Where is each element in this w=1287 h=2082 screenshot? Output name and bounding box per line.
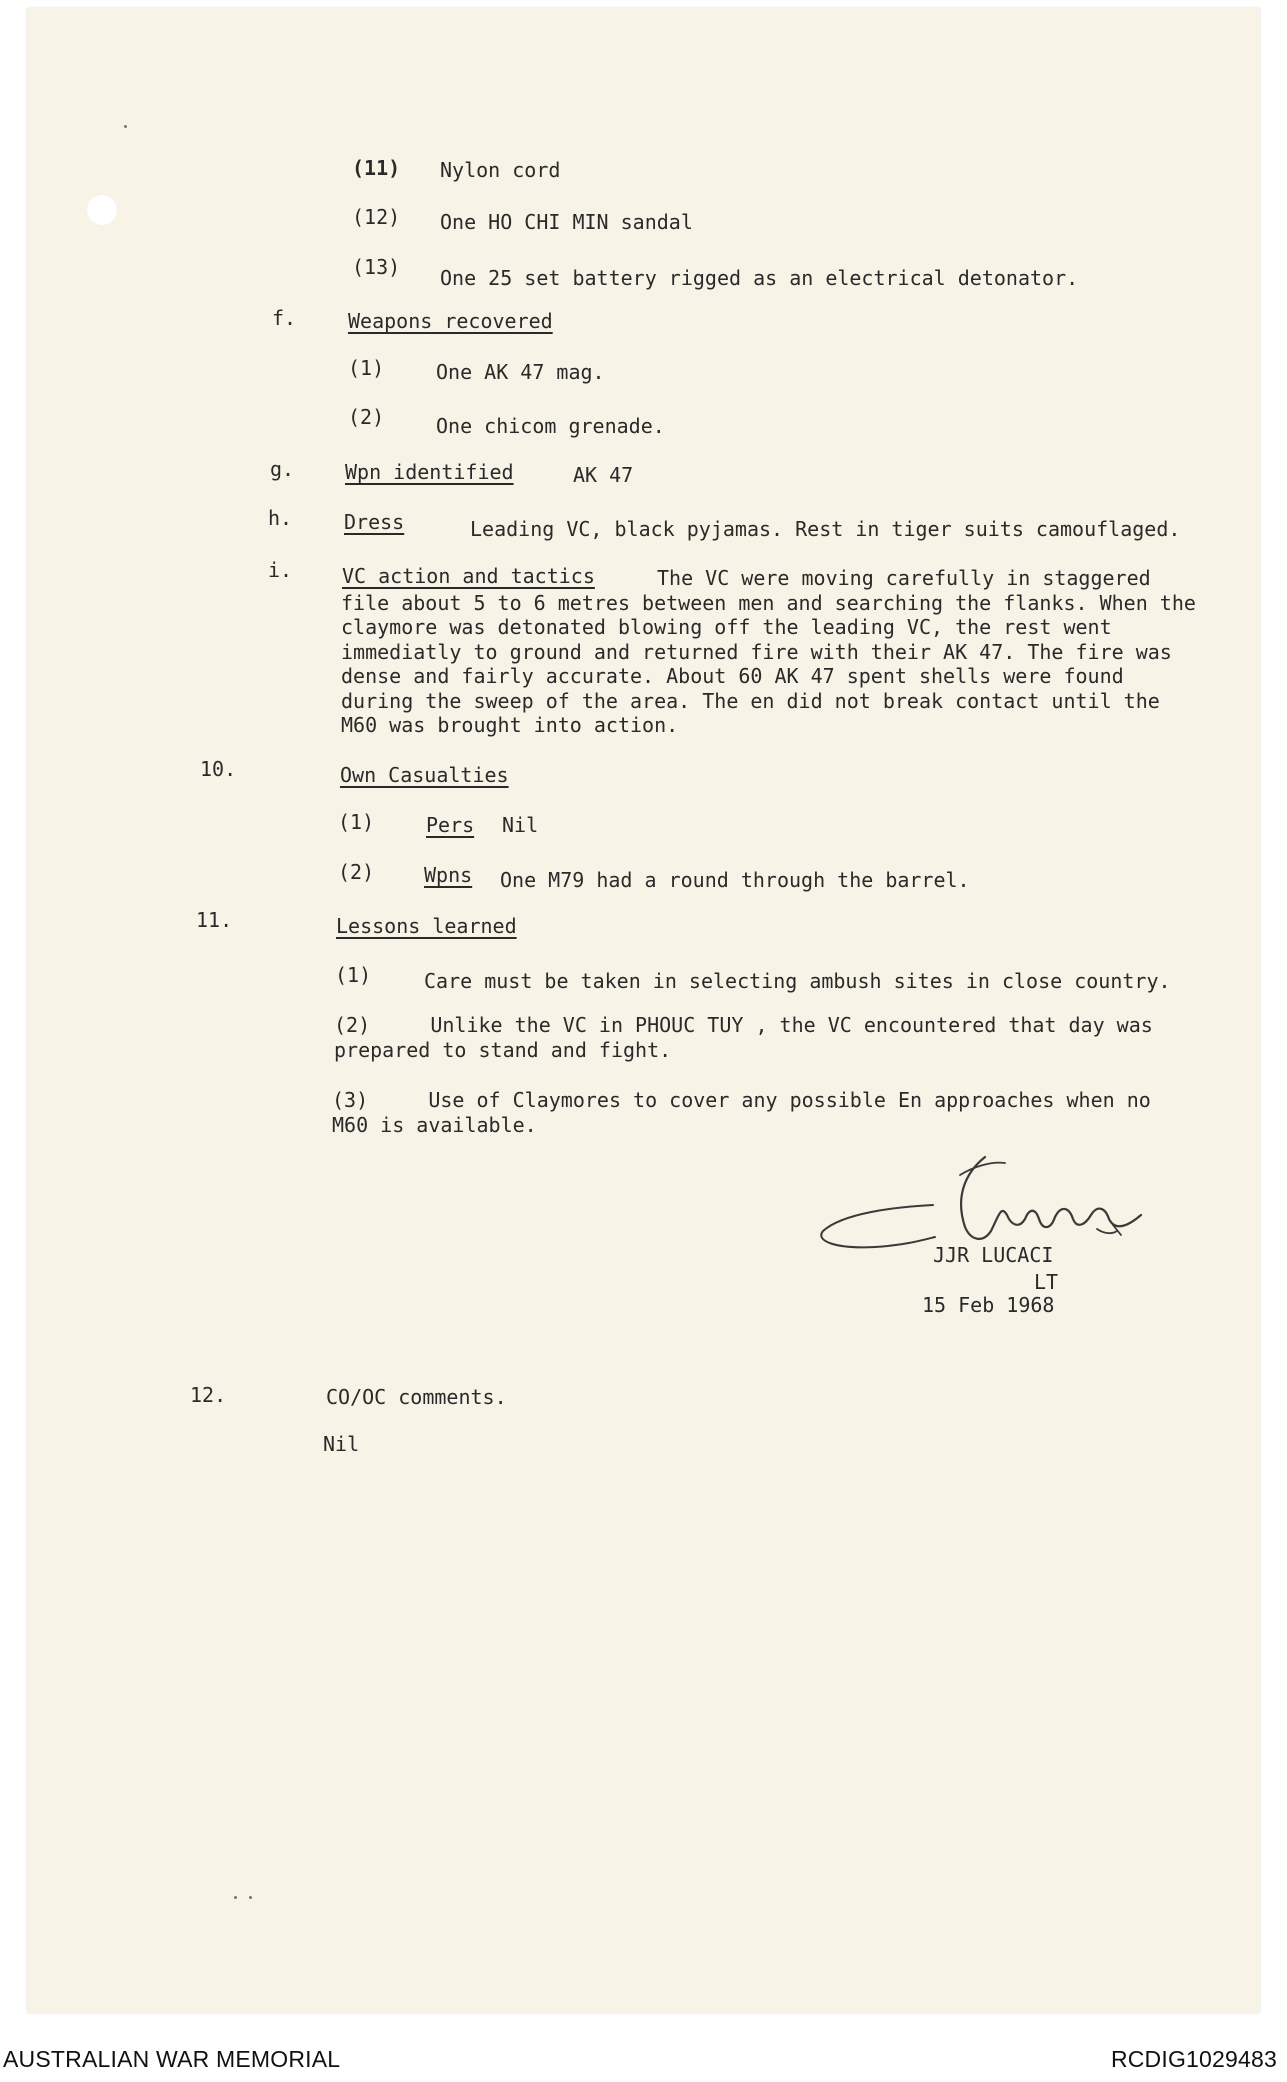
f1-text: One AK 47 mag. [436,360,605,384]
section-11-heading: Lessons learned [336,914,517,938]
s10-2-text: One M79 had a round through the barrel. [500,868,970,892]
signature-name: JJR LUCACI [933,1243,1054,1267]
section-11-number: 11. [196,908,233,932]
footer-archive-name: AUSTRALIAN WAR MEMORIAL [3,2046,341,2072]
s10-2-number: (2) [338,860,375,884]
s11-1-text: Care must be taken in selecting ambush sites in close country. [424,969,1171,993]
punch-hole [87,195,117,225]
section-g-text: AK 47 [573,463,634,487]
section-10-number: 10. [200,757,237,781]
section-i-heading: VC action and tactics [342,564,595,588]
s10-1-text: Nil [502,813,539,837]
s10-2-label: Wpns [424,863,473,887]
item-11-text: Nylon cord [440,158,561,182]
section-f-letter: f. [272,306,297,330]
s11-3-number: (3) [332,1088,369,1112]
item-11-number: (11) [352,156,401,180]
s11-2-text: Unlike the VC in PHOUC TUY , the VC encountered that day was prepared to stand and fight. [334,1013,1153,1062]
section-10-heading: Own Casualties [340,763,509,787]
item-12-number: (12) [352,205,401,229]
section-12-number: 12. [190,1383,227,1407]
item-12-text: One HO CHI MIN sandal [440,210,693,234]
section-h-letter: h. [268,506,293,530]
s11-1-number: (1) [335,963,372,987]
section-12-text: Nil [323,1432,360,1456]
s11-3-paragraph [332,1088,1194,1137]
s11-3-text: Use of Claymores to cover any possible En approaches when no M60 is available. [332,1088,1151,1137]
s11-2-number: (2) [334,1013,371,1037]
section-h-text: Leading VC, black pyjamas. Rest in tiger suits camouflaged. [470,517,1181,541]
section-i-paragraph: The VC were moving carefully in staggered file about 5 to 6 metres between men and searching the flanks. When the claymore was detonated blowing off the leading VC, the rest went immediatly to ground and returned fire with their AK 47. The fire was dense and fairly accurate. About 60 AK 47 spent shells were found during the sweep of the area. The en did not break contact until the M60 was brought into action. [341,566,1196,737]
f2-number: (2) [348,405,385,429]
section-h-heading: Dress [344,510,405,534]
f1-number: (1) [348,356,385,380]
paper-speck [124,125,127,128]
document-page [27,8,1260,2013]
s10-1-label: Pers [426,813,475,837]
section-g-letter: g. [270,457,295,481]
section-i-letter: i. [268,558,293,582]
section-g-heading: Wpn identified [345,460,514,484]
paper-speck [234,1896,237,1899]
item-13-text: One 25 set battery rigged as an electrical detonator. [440,266,1079,290]
section-12-heading: CO/OC comments. [326,1385,507,1409]
s10-1-number: (1) [338,810,375,834]
signature-date: 15 Feb 1968 [922,1293,1055,1317]
signature-rank: LT [1034,1270,1059,1294]
item-13-number: (13) [352,255,401,279]
paper-speck [249,1896,252,1899]
footer-record-id: RCDIG1029483 [1110,2046,1277,2072]
section-f-heading: Weapons recovered [348,309,553,333]
s11-2-paragraph [334,1013,1196,1062]
f2-text: One chicom grenade. [436,414,665,438]
